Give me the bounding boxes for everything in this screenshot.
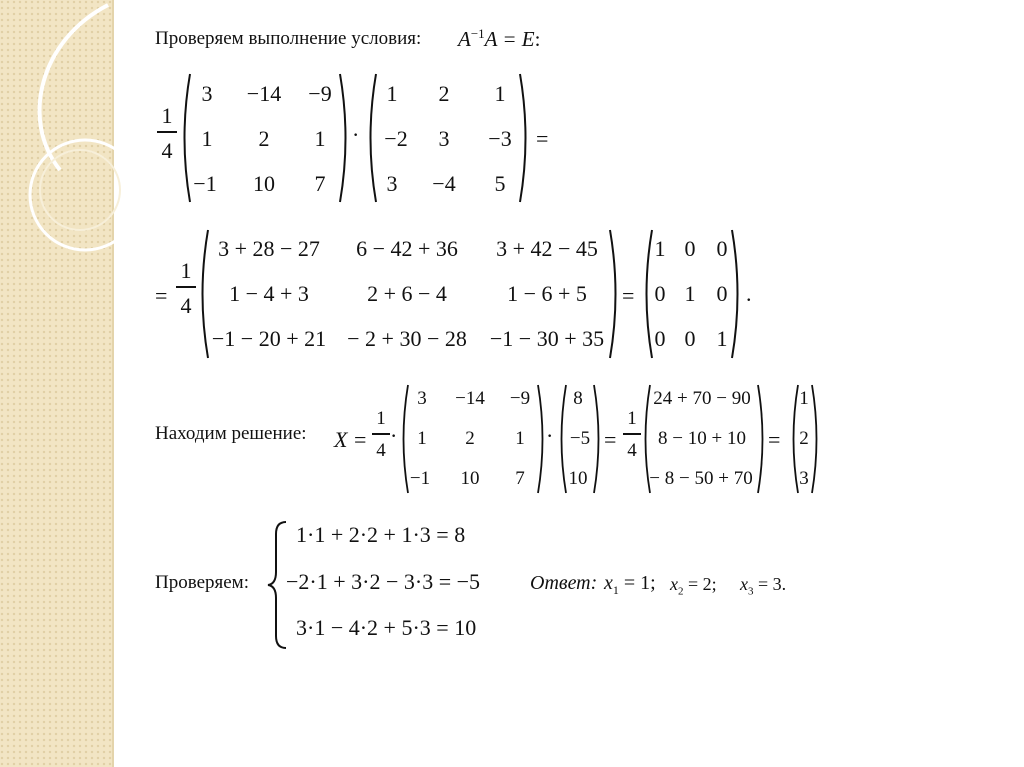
matrix-a-cell: 5 (494, 171, 506, 196)
m1-cell: 1 (201, 126, 213, 151)
matrix-a-cell: 3 (438, 126, 450, 151)
matrix-a-cell: 3 (386, 171, 398, 196)
equals-sign: = (536, 126, 549, 151)
product-cell: 1 − 6 + 5 (507, 281, 587, 306)
m1-cell: 7 (314, 171, 326, 196)
m1-cell: 2 (258, 126, 270, 151)
identity-cell: 0 (684, 326, 696, 351)
scalar-numerator: 1 (161, 103, 173, 128)
matrix-a-cell: 2 (438, 81, 450, 106)
vector-b-cell: 10 (568, 468, 588, 489)
period: . (746, 281, 752, 306)
verify-label: Проверяем: (155, 572, 249, 593)
product-cell: − 2 + 30 − 28 (347, 326, 467, 351)
identity-cell: 0 (684, 236, 696, 261)
verify-equation: 3·1 − 4·2 + 5·3 = 10 (296, 615, 477, 640)
solution-label: Находим решение: (155, 423, 307, 444)
right-paren (518, 72, 532, 204)
answer-x3: $x_3 = 3$. (740, 574, 787, 598)
scalar-denominator: 4 (627, 440, 637, 461)
right-paren (810, 383, 822, 495)
matrix-a-cell: 1 (386, 81, 398, 106)
product-cell: −1 − 30 + 35 (489, 326, 605, 351)
answer-x1: $x_1 = 1$; (604, 572, 656, 597)
m1-cell: 10 (253, 171, 275, 196)
identity-cell: 0 (654, 281, 666, 306)
scalar-denominator: 4 (376, 440, 386, 461)
scalar-numerator: 1 (180, 258, 192, 283)
matrix-a-cell: 1 (494, 81, 506, 106)
m3-cell: −14 (455, 388, 485, 409)
product-cell: 3 + 28 − 27 (218, 236, 320, 261)
equals-sign: = (768, 427, 781, 452)
answer-x2: $x_2 = 2$; (670, 574, 717, 598)
right-paren (730, 228, 744, 360)
m3-cell: −1 (409, 468, 431, 489)
solution-vector-cell: 2 (799, 428, 809, 449)
identity-cell: 1 (716, 326, 728, 351)
solution-expanded-cell: 8 − 10 + 10 (658, 428, 746, 449)
m3-cell: 1 (515, 428, 525, 449)
verify-equation: −2·1 + 3·2 − 3·3 = −5 (286, 569, 481, 594)
m1-cell: 3 (201, 81, 213, 106)
m3-cell: 1 (417, 428, 427, 449)
scalar-numerator: 1 (376, 408, 386, 429)
m1-cell: 1 (314, 126, 326, 151)
identity-cell: 0 (654, 326, 666, 351)
solution-expanded-cell: − 8 − 50 + 70 (649, 468, 753, 489)
fraction-bar (623, 433, 641, 435)
fraction-bar (372, 433, 390, 435)
matrix-a-cell: −3 (488, 126, 512, 151)
matrix-a-cell: −2 (384, 126, 408, 151)
vector-b-cell: −5 (569, 428, 591, 449)
right-paren (756, 383, 768, 495)
identity-cell: 0 (716, 236, 728, 261)
right-paren (608, 228, 622, 360)
dot-operator: · (352, 122, 360, 147)
dot-operator: · (390, 423, 398, 448)
equals-sign: = (622, 283, 635, 308)
product-cell: 6 − 42 + 36 (356, 236, 458, 261)
matrix-a-cell: −4 (432, 171, 456, 196)
decorative-circles (0, 0, 130, 330)
answer-label: Ответ: (530, 572, 598, 594)
solution-vector-cell: 3 (799, 468, 809, 489)
m3-cell: 2 (465, 428, 475, 449)
m3-cell: 10 (460, 468, 480, 489)
solution-expanded-cell: 24 + 70 − 90 (653, 388, 751, 409)
solution-vector-cell: 1 (799, 388, 809, 409)
x-variable: X (334, 427, 348, 452)
condition-formula: $A^{-1}A = E$: (458, 26, 541, 51)
vector-b-cell: 8 (573, 388, 583, 409)
right-paren (592, 383, 604, 495)
m3-cell: −9 (509, 388, 531, 409)
m1-cell: −14 (246, 81, 282, 106)
right-paren (338, 72, 352, 204)
product-cell: 1 − 4 + 3 (229, 281, 309, 306)
verify-equation: 1·1 + 2·2 + 1·3 = 8 (296, 522, 466, 547)
equals-sign: = (604, 427, 617, 452)
identity-cell: 1 (654, 236, 666, 261)
identity-cell: 0 (716, 281, 728, 306)
identity-cell: 1 (684, 281, 696, 306)
m3-cell: 3 (417, 388, 427, 409)
fraction-bar (176, 286, 196, 288)
dot-operator: · (546, 423, 554, 448)
equals-sign: = (354, 427, 367, 452)
scalar-denominator: 4 (180, 293, 192, 318)
fraction-bar (157, 131, 177, 133)
equals-sign: = (155, 283, 168, 308)
product-cell: 3 + 42 − 45 (496, 236, 598, 261)
m1-cell: −9 (308, 81, 332, 106)
check-condition-label: Проверяем выполнение условия: (155, 28, 422, 49)
product-cell: −1 − 20 + 21 (211, 326, 327, 351)
m3-cell: 7 (515, 468, 525, 489)
scalar-numerator: 1 (627, 408, 637, 429)
product-cell: 2 + 6 − 4 (367, 281, 447, 306)
system-brace (266, 520, 288, 650)
scalar-denominator: 4 (161, 138, 173, 163)
m1-cell: −1 (193, 171, 217, 196)
